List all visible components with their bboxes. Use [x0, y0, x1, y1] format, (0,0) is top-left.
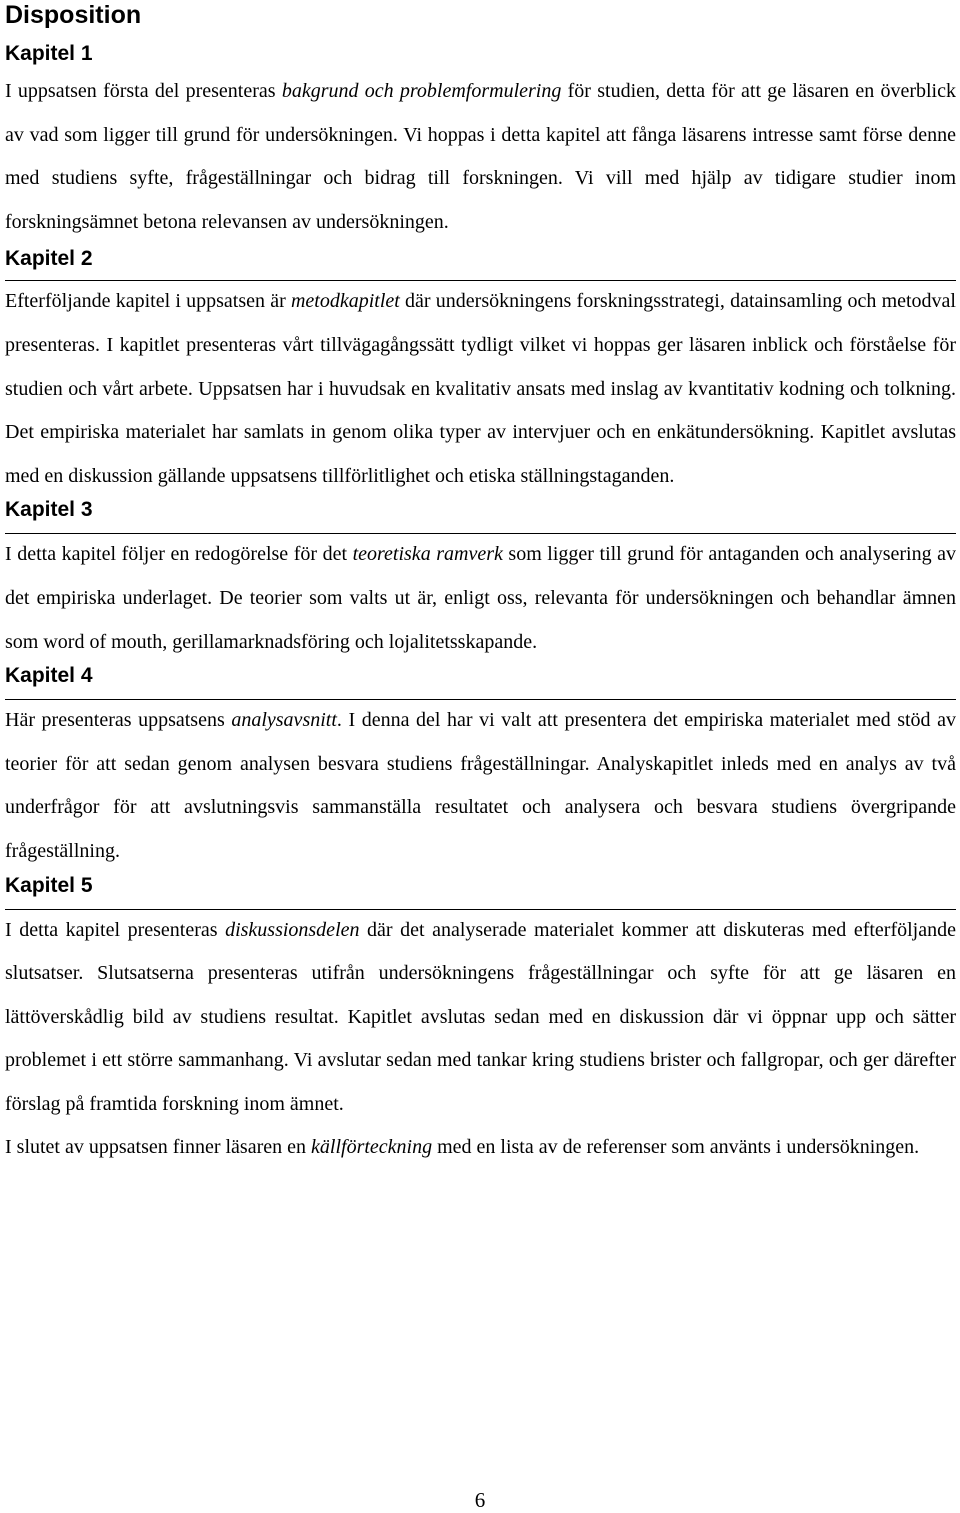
paragraph-text: Här presenteras uppsatsens — [5, 709, 232, 732]
paragraph-emphasis: bakgrund och problemformulering — [281, 80, 562, 102]
document-title: Disposition — [5, 1, 142, 29]
chapter-heading: Kapitel 3 — [5, 498, 93, 522]
paragraph-text: I detta kapitel presenteras — [5, 918, 226, 941]
paragraph-text: där undersökningens forskningsstrategi, datainsamling och metodval presenteras. I kapitlet presenteras vårt tillvägagångssätt tydligt vilket vi hoppas ger läsaren inblick och förståelse för studien och vårt arbete. Uppsatsen har i huvudsak en kvalitativ ansats med inslag av kvantitativ kodning och tolkning. Det empiriska materialet har samlats in genom olika typer av intervjuer och en enkätundersökning. Kapitlet avslutas med en diskussion gällande uppsatsens tillförlitlighet och etiska ställningstaganden. — [5, 290, 956, 487]
chapter-section — [5, 496, 956, 664]
chapter-section — [5, 40, 956, 244]
chapter-section — [5, 872, 956, 1127]
paragraph-emphasis: teoretiska ramverk — [352, 543, 503, 566]
paragraph-text: . I denna del har vi valt att presentera det empiriska materialet med stöd av teorier för att sedan genom analysen besvara studiens frågeställningar. Analyskapitlet inleds med en analys av två underfrågor för att avslutningsvis sammanställa resultatet och analysera och besvara studiens övergripande frågeställning. — [5, 709, 957, 862]
closing-paragraph — [5, 1126, 956, 1170]
paragraph-text: för studien, detta för att ge läsaren en överblick av vad som ligger till grund för undersökningen. Vi hoppas i detta kapitel att fånga läsarens intresse samt förse denne med studiens syfte, frågeställningar och bidrag till forskningen. Vi vill med hjälp av tidigare studier inom forskningsämnet betona relevansen av undersökningen. — [5, 80, 956, 233]
paragraph-text: med en lista av de referenser som använts i undersökningen. — [432, 1136, 920, 1159]
document-page — [5, 0, 956, 1170]
chapter-paragraph — [5, 699, 956, 873]
page-number: 6 — [474, 1488, 486, 1512]
chapter-section — [5, 662, 956, 873]
paragraph-emphasis: analysavsnitt — [231, 709, 337, 732]
chapter-heading: Kapitel 4 — [5, 664, 93, 688]
paragraph-text: I uppsatsen första del presenteras — [5, 80, 282, 102]
paragraph-text: Efterföljande kapitel i uppsatsen är — [5, 290, 291, 313]
chapter-heading: Kapitel 5 — [5, 873, 93, 897]
paragraph-text: som ligger till grund för antaganden och analysering av det empiriska underlaget. De teorier som valts ut är, enligt oss, relevanta för undersökningen och behandlar ämnen som word of mouth, gerillamarknadsföring och lojalitetsskapande. — [5, 543, 956, 653]
paragraph-text: där det analyserade materialet kommer att diskuteras med efterföljande slutsatser. Slutsatserna presenteras utifrån undersökningens frågeställningar och syfte för att ge läsaren en lättöverskådlig bild av studiens resultat. Kapitlet avslutas sedan med en diskussion där vi öppnar upp och sätter problemet i ett större sammanhang. Vi avslutar sedan med tankar kring studiens brister och fallgropar, och ger därefter förslag på framtida forskning inom ämnet. — [5, 918, 956, 1115]
paragraph-text: I slutet av uppsatsen finner läsaren en — [5, 1136, 312, 1159]
chapter-heading: Kapitel 2 — [5, 247, 93, 271]
chapter-heading: Kapitel 1 — [5, 42, 93, 65]
chapter-paragraph — [5, 533, 956, 664]
paragraph-emphasis: diskussionsdelen — [225, 918, 360, 941]
paragraph-emphasis: källförteckning — [311, 1136, 433, 1159]
paragraph-text: I detta kapitel följer en redogörelse för det — [5, 543, 353, 566]
chapter-paragraph — [5, 280, 956, 498]
chapter-section — [5, 245, 956, 498]
chapter-paragraph — [5, 909, 956, 1127]
chapter-paragraph — [5, 70, 956, 244]
paragraph-emphasis: metodkapitlet — [290, 290, 400, 313]
